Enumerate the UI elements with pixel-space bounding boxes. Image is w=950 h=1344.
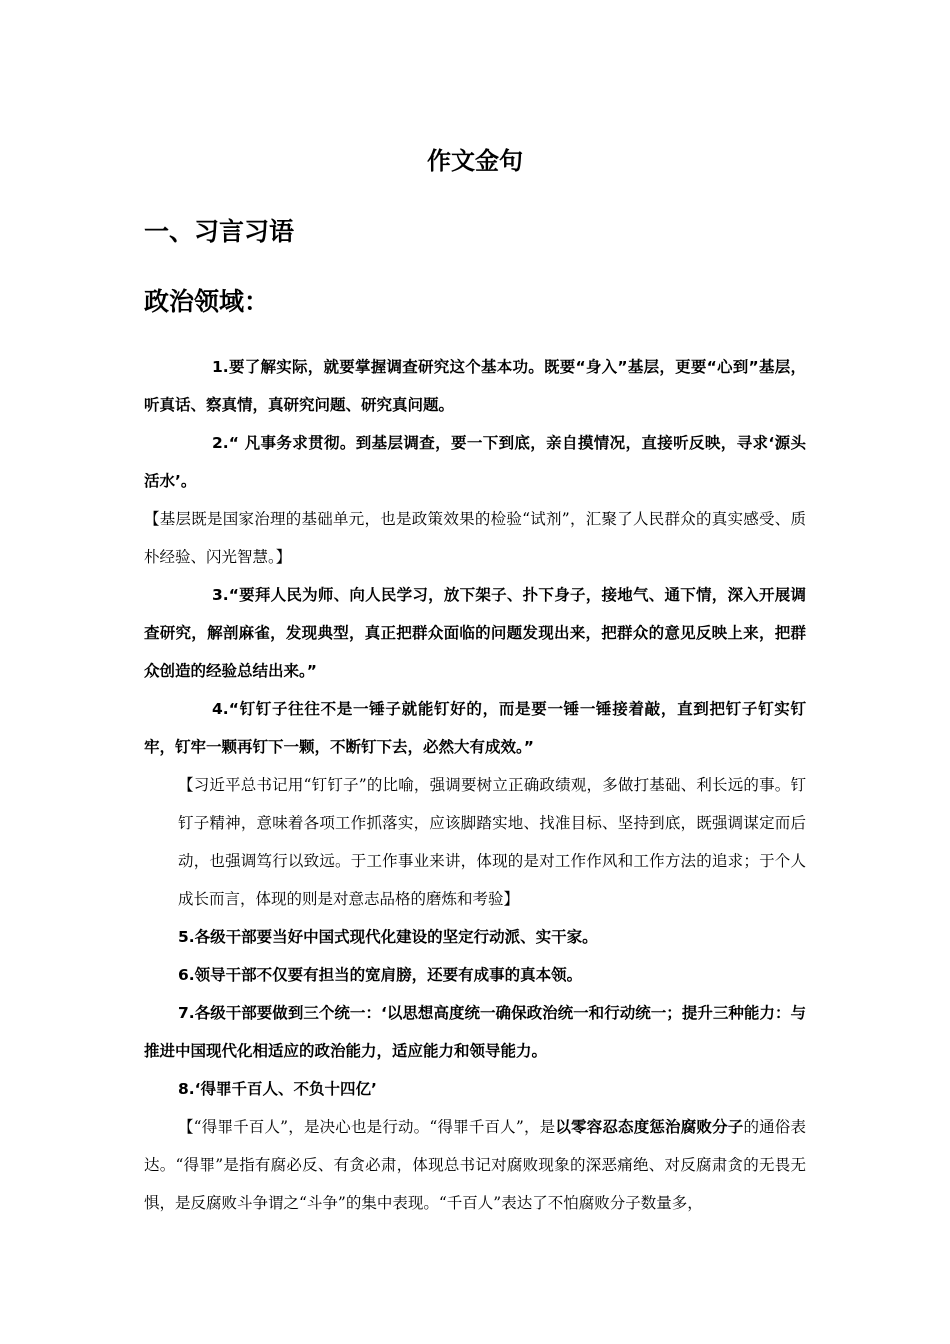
item-8-note	[144, 1108, 806, 1222]
item-text: “钉钉子往往不是一锤子就能钉好的，而是要一锤一锤接着敲，直到把钉子钉实钉牢，钉牢一颗再钉下一颗，不断钉下去，必然大有成效。”	[144, 700, 806, 756]
note-text-a: 【“得罪千百人”，是决心也是行动。“得罪千百人”，是	[178, 1118, 556, 1136]
document-title: 作文金句	[427, 147, 523, 175]
quote-item-4	[144, 690, 806, 766]
note-text-b: 的通俗表达。“得罪”是指有腐必反、有贪必肃，体现总书记对腐败现象的深恶痛绝、对反腐肃贪的无畏无惧，是反腐败斗争谓之“斗争”的集中表现。“千百人”表达了不怕腐败分子数量多，	[144, 1118, 806, 1212]
item-number: 4.	[212, 700, 229, 718]
document-body	[144, 348, 806, 1222]
quote-item-8: 8.‘得罪千百人、不负十四亿’	[178, 1080, 377, 1098]
item-number: 1.	[212, 358, 229, 376]
item-number: 3.	[212, 586, 229, 604]
quote-item-7: 7.各级干部要做到三个统一：‘以思想高度统一确保政治统一和行动统一；提升三种能力：与推进中国现代化相适应的政治能力，适应能力和领导能力。	[144, 1004, 806, 1060]
item-text: 要了解实际，就要掌握调查研究这个基本功。既要“身入”基层，更要“心到”基层，听真话、察真情，真研究问题、研究真问题。	[144, 358, 806, 414]
item-4-note: 【习近平总书记用“钉钉子”的比喻，强调要树立正确政绩观，多做打基础、利长远的事。钉钉子精神，意味着各项工作抓落实，应该脚踏实地、找准目标、坚持到底，既强调谋定而后动，也强调笃行以致远。于工作事业来讲，体现的是对工作作风和工作方法的追求；于个人成长而言，体现的则是对意志品格的磨炼和考验】	[178, 776, 806, 908]
item-text: “要拜人民为师、向人民学习，放下架子、扑下身子，接地气、通下情，深入开展调查研究，解剖麻雀，发现典型，真正把群众面临的问题发现出来，把群众的意见反映上来，把群众创造的经验总结出来。”	[144, 586, 806, 680]
quote-item-1	[144, 348, 806, 424]
section-heading: 一、习言习语	[144, 217, 295, 246]
note-emphasis: 以零容忍态度惩治腐败分子	[555, 1118, 744, 1136]
quote-item-3	[144, 576, 806, 690]
item-text: “ 凡事务求贯彻。到基层调查，要一下到底，亲自摸情况，直接听反映，寻求‘源头活水’。	[144, 434, 806, 490]
subsection-heading: 政治领域：	[144, 287, 270, 316]
quote-item-5: 5.各级干部要当好中国式现代化建设的坚定行动派、实干家。	[178, 928, 598, 946]
quote-item-2	[144, 424, 806, 500]
item-number: 2.	[212, 434, 229, 452]
quote-item-6: 6.领导干部不仅要有担当的宽肩膀，还要有成事的真本领。	[178, 966, 583, 984]
item-2-note: 【基层既是国家治理的基础单元，也是政策效果的检验“试剂”，汇聚了人民群众的真实感受、质朴经验、闪光智慧。】	[144, 510, 806, 566]
